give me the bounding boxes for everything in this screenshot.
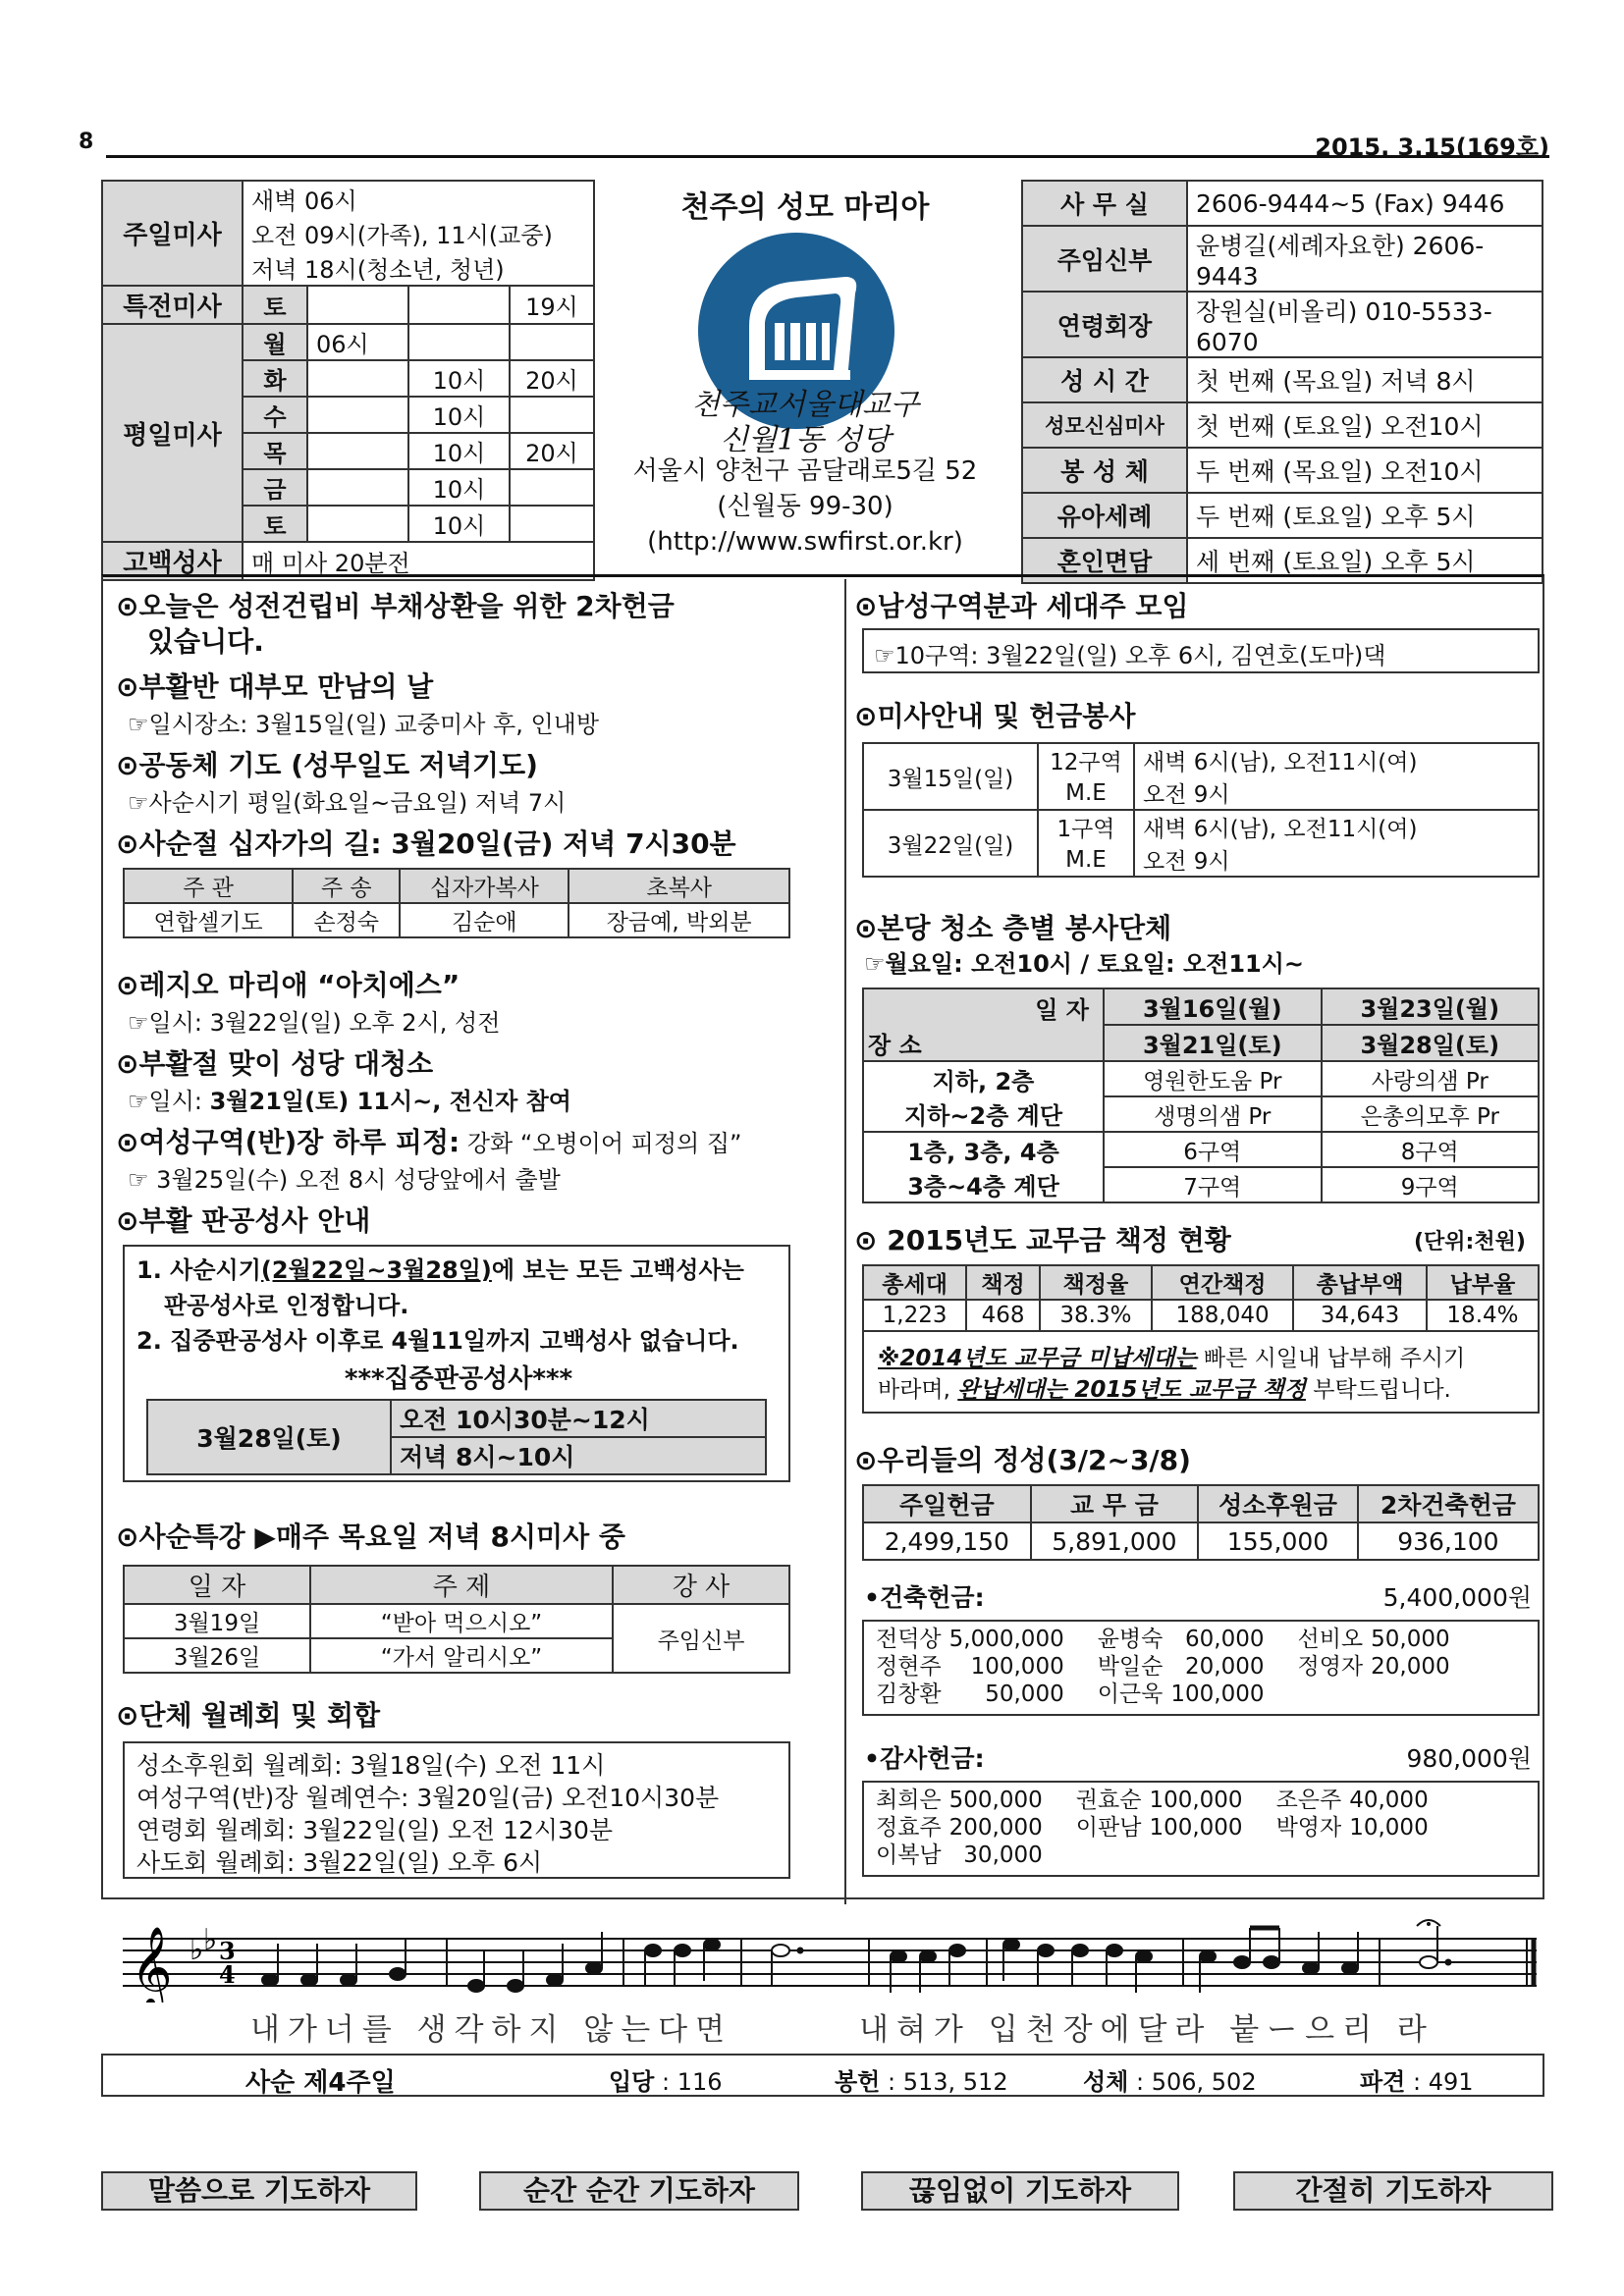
service-date: 3월15일(일) (863, 743, 1038, 810)
donor-name: 김창환 (876, 1682, 942, 1707)
hymn-number: : 506, 502 (1128, 2068, 1257, 2096)
svg-text:3: 3 (219, 1937, 236, 1965)
table-header: 주 제 (310, 1566, 613, 1604)
notice-building-fund-cont: 있습니다. (147, 625, 264, 658)
office-key: 봉 성 체 (1022, 448, 1187, 493)
donor-amount: 50,000 (1371, 1627, 1450, 1652)
table-cell: 18.4% (1427, 1300, 1539, 1331)
table-header: 3월21일(토) (1104, 1025, 1322, 1061)
service-time: 오전 9시 (1134, 843, 1539, 877)
weekday-time (510, 324, 594, 360)
notice-community-prayer: ⊙공동체 기도 (성무일도 저녁기도) (116, 749, 538, 781)
donor-amount (1145, 1842, 1272, 1869)
weekday-day: 수 (243, 397, 307, 433)
sunday-time-3: 저녁 18시(청소년, 청년) (243, 250, 594, 286)
notice-retreat-detail: ☞ 3월25일(수) 오전 8시 성당앞에서 출발 (128, 1166, 561, 1194)
donor-amount: 50,000 (985, 1682, 1064, 1707)
service-group: M.E (1038, 776, 1134, 810)
weekday-time (510, 469, 594, 506)
meetings-box (123, 1741, 790, 1879)
hymn-label: 파견 (1360, 2068, 1406, 2096)
table-cell: 3월26일 (124, 1638, 310, 1673)
weekday-time (307, 360, 408, 397)
service-group: 1구역 (1038, 810, 1134, 843)
notice-cleaning-detail (128, 1082, 571, 1116)
thanks-donors-box (862, 1781, 1540, 1877)
offerings-table (862, 1484, 1540, 1561)
retreat-place: 강화 “오병이어 피정의 집” (460, 1130, 742, 1157)
music-lyrics-2: 내혀가 입천장에달라 붙ー으리 라 (859, 2012, 1435, 2048)
donor-amount: 5,000,000 (948, 1627, 1064, 1652)
table-header: 장 소 (863, 1025, 1104, 1061)
weekday-time (307, 397, 408, 433)
table-cell: 188,040 (1152, 1300, 1293, 1331)
donor-name: 이복남 (876, 1842, 942, 1868)
donor-amount: 200,000 (948, 1815, 1043, 1841)
weekday-time: 10시 (408, 360, 510, 397)
office-key: 연령회장 (1022, 292, 1187, 357)
confession-box (123, 1245, 790, 1482)
confession-center-title: ***집중판공성사*** (344, 1364, 573, 1394)
table-cell: 사랑의샘 Pr (1322, 1061, 1540, 1096)
donor-amount: 30,000 (963, 1842, 1043, 1868)
table-header: 주 송 (293, 869, 400, 903)
weekday-day: 금 (243, 469, 307, 506)
cleaning-table (862, 988, 1540, 1203)
svg-text:♭: ♭ (189, 1933, 204, 1967)
table-header: 책정율 (1040, 1265, 1152, 1300)
service-time: 오전 9시 (1134, 776, 1539, 810)
dues-unit: (단위:천원) (1414, 1230, 1526, 1255)
notice-lent-lecture: ⊙사순특강 ▶매주 목요일 저녁 8시미사 중 (116, 1521, 625, 1553)
notice-group-meetings: ⊙단체 월례회 및 회합 (116, 1699, 381, 1732)
donor-amount: 20,000 (1185, 1654, 1265, 1680)
table-cell: 6구역 (1104, 1132, 1322, 1167)
notice-easter-confession: ⊙부활 판공성사 안내 (116, 1204, 371, 1237)
donor-amount: 40,000 (1349, 1788, 1429, 1813)
table-cell: 5,891,000 (1031, 1522, 1199, 1560)
offertory-hymn (835, 2062, 1008, 2097)
table-header: 연간책정 (1152, 1265, 1293, 1300)
table-cell: 3월19일 (124, 1604, 310, 1638)
table-cell: 은총의모후 Pr (1322, 1096, 1540, 1132)
donor-amount: 60,000 (1185, 1627, 1265, 1652)
weekday-time: 20시 (510, 360, 594, 397)
office-key: 주임신부 (1022, 226, 1187, 292)
table-header: 주 관 (124, 869, 293, 903)
donor-name: 이근욱 (1097, 1682, 1164, 1707)
weekday-time: 10시 (408, 433, 510, 469)
script-line: 신월1동 성당 (720, 423, 891, 457)
dues-note-emphasis: 완납세대는 2015년도 교무금 책정 (957, 1377, 1306, 1403)
weekday-time (307, 433, 408, 469)
mens-meeting-box: ☞10구역: 3월22일(일) 오후 6시, 김연호(도마)댁 (862, 628, 1540, 673)
table-header: 강 사 (613, 1566, 789, 1604)
table-header: 책정 (966, 1265, 1040, 1300)
hymn-number: : 513, 512 (880, 2068, 1008, 2096)
office-value: 첫 번째 (목요일) 저녁 8시 (1187, 357, 1543, 402)
weekday-time: 10시 (408, 469, 510, 506)
table-header: 2차건축헌금 (1358, 1485, 1539, 1522)
detail-prefix: ☞일시: (128, 1088, 210, 1115)
donor-name (1072, 1842, 1146, 1869)
table-cell: 손정숙 (293, 903, 400, 937)
notice-mass-service: ⊙미사안내 및 헌금봉사 (854, 700, 1136, 732)
sunday-time-2: 오전 09시(가족), 11시(교중) (243, 216, 594, 250)
svg-text:♭: ♭ (203, 1923, 218, 1957)
office-value: 2606-9444~5 (Fax) 9446 (1187, 181, 1543, 226)
office-value: 두 번째 (목요일) 오전10시 (1187, 448, 1543, 493)
slogan-1: 말씀으로 기도하자 (101, 2171, 417, 2211)
building-offering-total: 5,400,000원 (1382, 1583, 1532, 1612)
parish-address (609, 454, 1001, 560)
donor-name: 박일순 (1097, 1654, 1164, 1680)
confession-line: 1. 사순시기 (136, 1256, 261, 1284)
slogan-2: 순간 순간 기도하자 (479, 2171, 799, 2211)
notice-legio: ⊙레지오 마리애 “아치에스” (116, 969, 460, 1001)
table-cell: 김순애 (400, 903, 568, 937)
office-value: 세 번째 (토요일) 오후 5시 (1187, 538, 1543, 583)
weekday-mass-label: 평일미사 (102, 324, 243, 542)
service-date: 3월22일(일) (863, 810, 1038, 877)
communion-hymn (1083, 2062, 1257, 2097)
hymn-label: 성체 (1083, 2068, 1129, 2096)
parish-title: 천주의 성모 마리아 (680, 190, 930, 225)
hymn-number: : 491 (1405, 2068, 1474, 2096)
dues-note-text: 부탁드립니다. (1305, 1377, 1451, 1403)
notice-building-fund: ⊙오늘은 성전건립비 부채상환을 위한 2차헌금 (116, 590, 675, 622)
hymn-number: : 116 (654, 2068, 723, 2096)
confession-line: 2. 집중판공성사 이후로 4월11일까지 고백성사 없습니다. (136, 1327, 739, 1355)
service-time: 새벽 6시(남), 오전11시(여) (1134, 743, 1539, 776)
table-header: 납부율 (1427, 1265, 1539, 1300)
donor-name: 선비오 (1297, 1627, 1364, 1652)
table-cell: 936,100 (1358, 1522, 1539, 1560)
donor-name: 이판남 (1075, 1815, 1142, 1841)
meeting-item: 연령회 월례회: 3월22일(일) 오전 12시30분 (136, 1816, 614, 1844)
donor-amount: 100,000 (1149, 1788, 1243, 1813)
lecture-speaker: 주임신부 (613, 1604, 789, 1673)
confession-line: 에 보는 모든 고백성사는 (491, 1256, 744, 1284)
weekday-time: 20시 (510, 433, 594, 469)
table-cell: 생명의샘 Pr (1104, 1096, 1322, 1132)
website-link[interactable]: (http://www.swfirst.or.kr) (647, 527, 963, 557)
notice-legio-detail: ☞일시: 3월22일(일) 오후 2시, 성전 (128, 1009, 501, 1037)
donor-name (1294, 1681, 1368, 1708)
table-cell: “받아 먹으시오” (310, 1604, 613, 1638)
meeting-item: 사도회 월례회: 3월22일(일) 오후 6시 (136, 1848, 543, 1877)
weekday-time: 10시 (408, 397, 510, 433)
dues-note (878, 1343, 1465, 1406)
thanks-donors-table (872, 1787, 1433, 1869)
confession-time: 저녁 8시~10시 (391, 1437, 766, 1474)
confession-label: 고백성사 (102, 542, 243, 580)
notice-stations-of-cross: ⊙사순절 십자가의 길: 3월20일(금) 저녁 7시30분 (116, 828, 736, 860)
table-header: 총납부액 (1293, 1265, 1427, 1300)
table-cell: 155,000 (1198, 1522, 1358, 1560)
confession-text (136, 1253, 744, 1359)
thanks-offering-label: •감사헌금: (864, 1744, 985, 1773)
dues-note-text: 빠른 시일내 납부해 주시기 (1196, 1346, 1466, 1371)
address-line: (신월동 99-30) (717, 492, 893, 521)
table-cell: 영원한도움 Pr (1104, 1061, 1322, 1096)
donor-name (1272, 1842, 1346, 1869)
table-header: 교 무 금 (1031, 1485, 1199, 1522)
notice-dues-status: ⊙ 2015년도 교무금 책정 현황 (854, 1224, 1231, 1256)
special-time: 19시 (510, 286, 594, 324)
dues-note-emphasis: ※2014년도 교무금 미납세대는 (878, 1346, 1197, 1371)
table-header: 일 자 (863, 988, 1104, 1025)
donor-amount: 100,000 (970, 1654, 1064, 1680)
cleaning-place: 지하~2층 계단 (863, 1096, 1104, 1132)
sunday-mass-label: 주일미사 (102, 181, 243, 286)
entrance-hymn (609, 2062, 723, 2097)
confession-line: 판공성사로 인정합니다. (164, 1292, 409, 1319)
meeting-item: 성소후원회 월례회: 3월18일(수) 오전 11시 (136, 1751, 606, 1780)
confession-value: 매 미사 20분전 (243, 542, 594, 580)
service-group: M.E (1038, 843, 1134, 877)
table-cell: 7구역 (1104, 1167, 1322, 1202)
slogan-4: 간절히 기도하자 (1233, 2171, 1553, 2211)
donor-name: 정영자 (1297, 1654, 1364, 1680)
table-header: 초복사 (568, 869, 789, 903)
special-day: 토 (243, 286, 307, 324)
music-score (113, 1914, 1546, 2052)
stations-table (123, 868, 790, 938)
donor-amount: 10,000 (1349, 1815, 1429, 1841)
service-group: 12구역 (1038, 743, 1134, 776)
cleaning-place: 3층~4층 계단 (863, 1167, 1104, 1202)
service-time: 새벽 6시(남), 오전11시(여) (1134, 810, 1539, 843)
weekday-day: 화 (243, 360, 307, 397)
address-line: 서울시 양천구 곰달래로5길 52 (632, 456, 978, 486)
notice-godparents: ⊙부활반 대부모 만남의 날 (116, 670, 434, 703)
weekday-time (408, 324, 510, 360)
notice-cleaning-groups-detail: ☞월요일: 오전10시 / 토요일: 오전11시~ (864, 950, 1305, 978)
notice-godparents-detail: ☞일시장소: 3월15일(일) 교중미사 후, 인내방 (128, 711, 600, 738)
table-cell: 8구역 (1322, 1132, 1540, 1167)
donor-name: 조은주 (1275, 1788, 1342, 1813)
notice-cleaning-groups: ⊙본당 청소 층별 봉사단체 (854, 912, 1172, 944)
weekday-time (510, 397, 594, 433)
svg-text:𝄞: 𝄞 (131, 1925, 173, 2002)
page-number: 8 (79, 130, 94, 154)
table-header: 주일헌금 (863, 1485, 1031, 1522)
script-line: 천주교서울대교구 (691, 388, 919, 422)
office-key: 사 무 실 (1022, 181, 1187, 226)
dues-box (862, 1264, 1540, 1414)
weekday-day: 토 (243, 506, 307, 542)
notice-cleaning: ⊙부활절 맞이 성당 대청소 (116, 1047, 434, 1080)
donor-amount: 100,000 (1170, 1682, 1265, 1707)
office-key: 성모신심미사 (1022, 402, 1187, 448)
thanks-offering-total: 980,000원 (1406, 1744, 1532, 1773)
weekday-time (510, 506, 594, 542)
notice-community-prayer-detail: ☞사순시기 평일(화요일~금요일) 저녁 7시 (128, 789, 567, 817)
table-cell: 1,223 (863, 1300, 966, 1331)
confession-time-table (146, 1399, 767, 1475)
dues-note-text: 바라며, (878, 1377, 958, 1403)
weekday-time (307, 469, 408, 506)
donor-name: 윤병숙 (1097, 1627, 1164, 1652)
donor-amount: 100,000 (1149, 1815, 1243, 1841)
weekday-day: 목 (243, 433, 307, 469)
table-cell: 장금예, 박외분 (568, 903, 789, 937)
table-header: 성소후원금 (1198, 1485, 1358, 1522)
office-key: 혼인면담 (1022, 538, 1187, 583)
donor-amount: 500,000 (948, 1788, 1043, 1813)
donor-amount (1345, 1842, 1432, 1869)
hymn-label: 봉헌 (835, 2068, 881, 2096)
donor-amount: 20,000 (1371, 1654, 1450, 1680)
donor-name: 박영자 (1275, 1815, 1342, 1841)
mass-schedule-table (101, 180, 595, 581)
building-donors-table (872, 1626, 1454, 1708)
donor-name: 정현주 (876, 1654, 942, 1680)
table-header: 3월28일(토) (1322, 1025, 1540, 1061)
building-offering-label: •건축헌금: (864, 1583, 985, 1612)
table-header: 총세대 (863, 1265, 966, 1300)
notice-mens-meeting: ⊙남성구역분과 세대주 모임 (854, 590, 1189, 622)
table-cell: 468 (966, 1300, 1040, 1331)
donor-name: 전덕상 (876, 1627, 942, 1652)
weekday-time (307, 506, 408, 542)
weekday-day: 월 (243, 324, 307, 360)
retreat-title: ⊙여성구역(반)장 하루 피정: (116, 1126, 460, 1158)
sunday-time-1: 새벽 06시 (243, 181, 594, 216)
cleaning-place: 지하, 2층 (863, 1061, 1104, 1096)
special-mass-label: 특전미사 (102, 286, 243, 324)
table-cell: 2,499,150 (863, 1522, 1031, 1560)
donor-name: 최희은 (876, 1788, 942, 1813)
office-key: 유아세례 (1022, 493, 1187, 538)
weekday-time: 06시 (307, 324, 408, 360)
table-cell: 연합셀기도 (124, 903, 293, 937)
office-value: 장원실(비올리) 010-5533-6070 (1187, 292, 1543, 357)
weekday-time: 10시 (408, 506, 510, 542)
dismissal-hymn (1360, 2062, 1474, 2097)
slogan-3: 끊임없이 기도하자 (861, 2171, 1179, 2211)
music-staff-icon (113, 1914, 1546, 2002)
svg-text:4: 4 (219, 1960, 236, 1989)
table-cell: “가서 알리시오” (310, 1638, 613, 1673)
hymn-label: 입당 (609, 2068, 655, 2096)
office-info-table (1021, 180, 1543, 584)
table-header: 일 자 (124, 1566, 310, 1604)
table-header: 3월23일(월) (1322, 988, 1540, 1025)
cleaning-place: 1층, 3층, 4층 (863, 1132, 1104, 1167)
liturgy-info-bar (101, 2054, 1544, 2097)
issue-date: 2015. 3.15(169호) (1315, 133, 1549, 161)
dues-table (862, 1264, 1540, 1332)
office-value: 윤병길(세례자요한) 2606-9443 (1187, 226, 1543, 292)
table-header: 십자가복사 (400, 869, 568, 903)
table-cell: 38.3% (1040, 1300, 1152, 1331)
column-divider (844, 579, 846, 1904)
notice-offerings: ⊙우리들의 정성(3/2~3/8) (854, 1444, 1191, 1476)
parish-name-script (609, 388, 1001, 458)
liturgy-week: 사순 제4주일 (245, 2068, 396, 2098)
table-cell: 9구역 (1322, 1167, 1540, 1202)
lecture-table (123, 1565, 790, 1674)
office-key: 성 시 간 (1022, 357, 1187, 402)
donor-name: 정효주 (876, 1815, 942, 1841)
mass-service-table (862, 742, 1540, 878)
office-value: 첫 번째 (토요일) 오전10시 (1187, 402, 1543, 448)
music-lyrics-1: 내가너를 생각하지 않는다면 (250, 2012, 733, 2048)
notice-retreat (116, 1121, 741, 1160)
table-header: 3월16일(월) (1104, 988, 1322, 1025)
confession-time: 오전 10시30분~12시 (391, 1400, 766, 1437)
donor-name: 권효순 (1075, 1788, 1142, 1813)
detail-emphasis: 3월21일(토) 11시~, 전신자 참여 (209, 1088, 571, 1115)
meeting-item: 여성구역(반)장 월례연수: 3월20일(금) 오전10시30분 (136, 1784, 720, 1812)
office-value: 두 번째 (토요일) 오후 5시 (1187, 493, 1543, 538)
donor-amount (1367, 1681, 1453, 1708)
confession-date: 3월28일(토) (147, 1400, 391, 1474)
table-cell: 34,643 (1293, 1300, 1427, 1331)
confession-period: (2월22일~3월28일) (260, 1256, 492, 1284)
building-donors-box (862, 1620, 1540, 1716)
